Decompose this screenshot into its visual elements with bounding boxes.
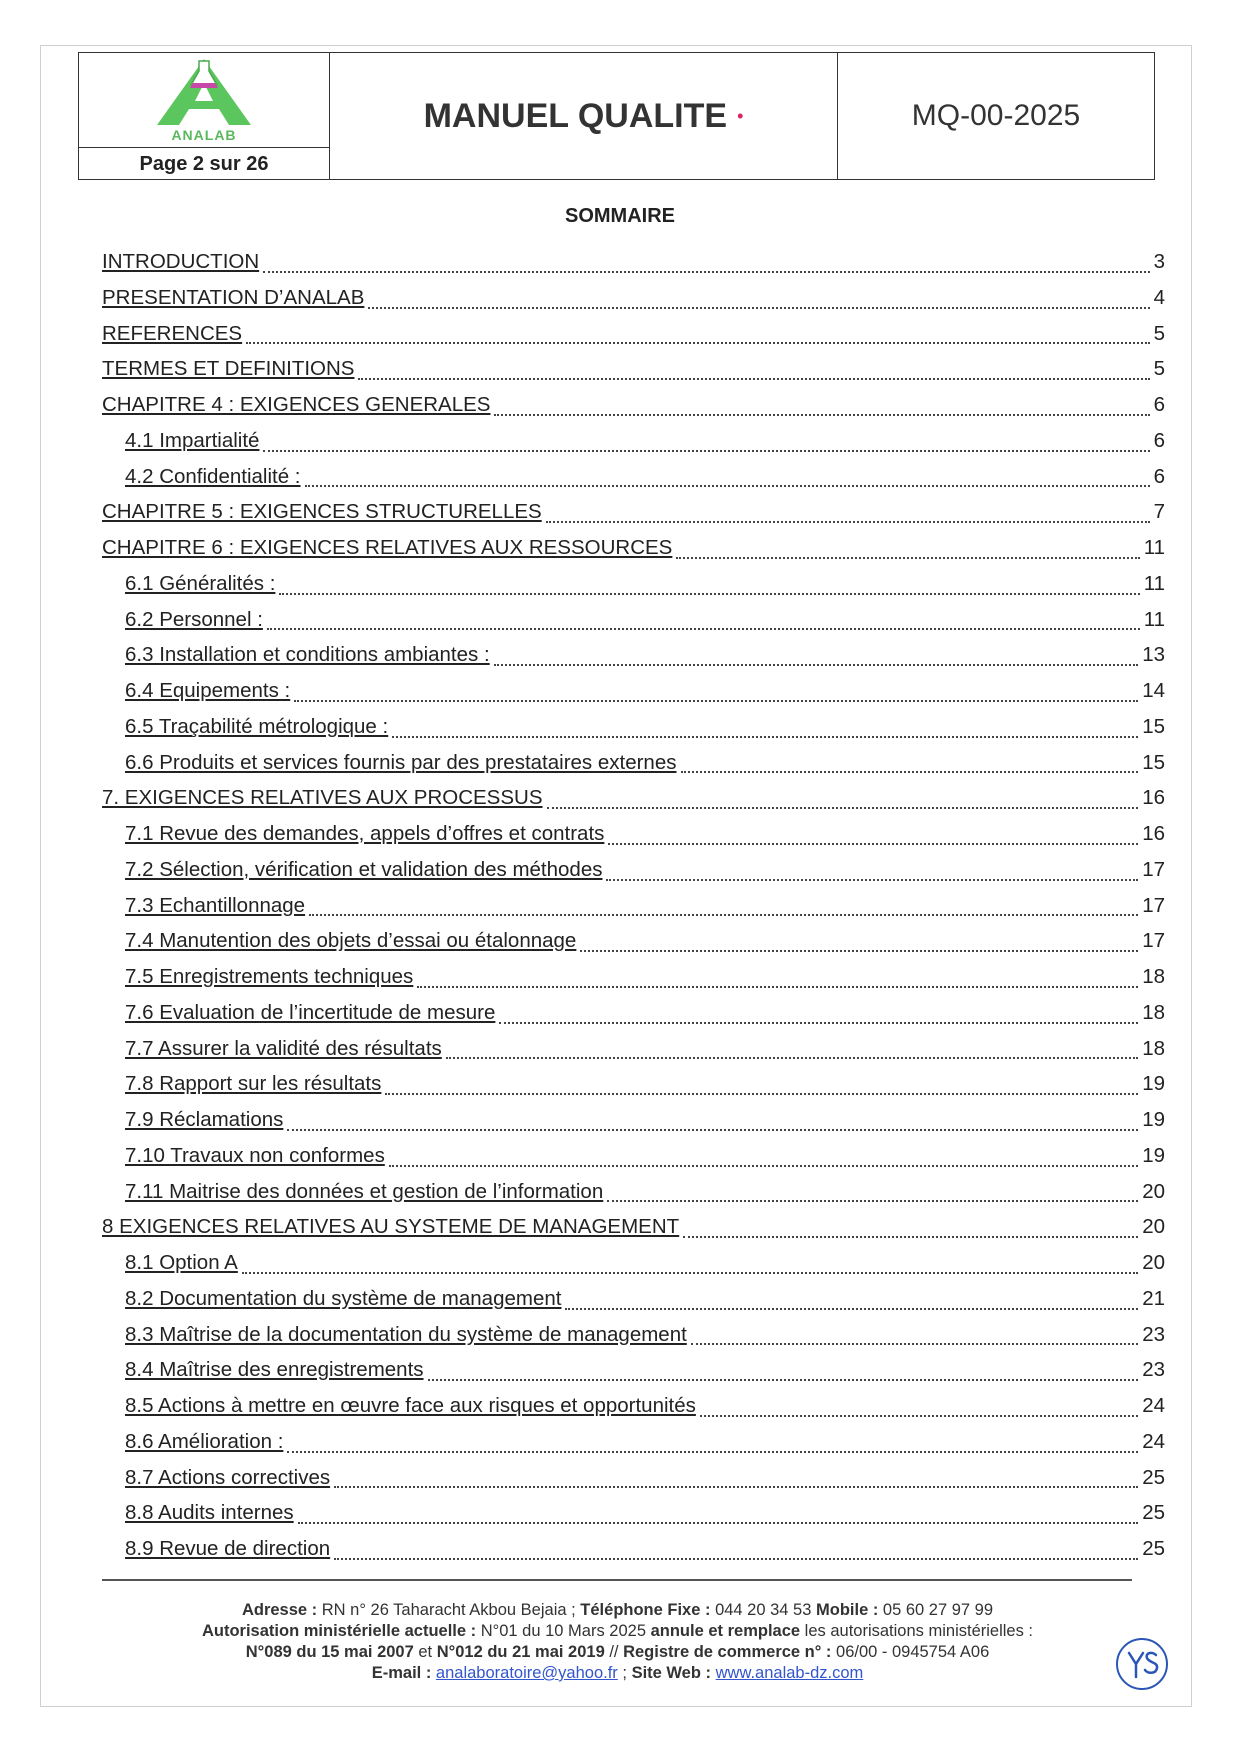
toc-dot-leader <box>494 663 1139 666</box>
toc-entry-page: 17 <box>1142 857 1165 881</box>
toc-entry-label[interactable]: 8.5 Actions à mettre en œuvre face aux risques et opportunités <box>125 1394 696 1417</box>
toc-entry[interactable] <box>102 1495 1165 1531</box>
toc-entry-page: 15 <box>1142 750 1165 774</box>
website-link[interactable]: www.analab-dz.com <box>715 1664 864 1682</box>
toc-entry-page: 15 <box>1142 714 1165 738</box>
footer-line-2 <box>120 1621 1115 1642</box>
toc-entry-page: 25 <box>1142 1501 1165 1525</box>
toc-entry[interactable] <box>102 244 1165 280</box>
table-of-contents <box>102 244 1165 1567</box>
toc-dot-leader <box>446 1056 1138 1059</box>
toc-dot-leader <box>547 806 1139 809</box>
toc-dot-leader <box>309 913 1138 916</box>
toc-entry[interactable] <box>102 494 1165 530</box>
toc-entry[interactable] <box>102 351 1165 387</box>
toc-entry-page: 7 <box>1153 500 1165 524</box>
toc-entry-label[interactable]: 8.7 Actions correctives <box>125 1465 331 1489</box>
toc-entry-page: 18 <box>1142 1000 1165 1024</box>
toc-entry-page: 4 <box>1153 285 1165 309</box>
toc-entry-page: 19 <box>1142 1143 1165 1167</box>
toc-entry-label[interactable]: CHAPITRE 5 : EXIGENCES STRUCTURELLES <box>102 500 542 524</box>
footer <box>120 1600 1115 1684</box>
toc-entry-page: 20 <box>1142 1251 1165 1274</box>
toc-entry-label[interactable]: TERMES ET DEFINITIONS <box>102 357 355 381</box>
toc-entry-label[interactable]: 7. EXIGENCES RELATIVES AUX PROCESSUS <box>102 786 543 810</box>
toc-dot-leader <box>279 592 1139 595</box>
toc-entry-label[interactable]: CHAPITRE 4 : EXIGENCES GENERALES <box>102 393 491 416</box>
analab-logo <box>79 53 329 147</box>
toc-entry-label[interactable]: 8.3 Maîtrise de la documentation du système de management <box>125 1322 687 1346</box>
toc-dot-leader <box>683 1235 1138 1238</box>
email-label: E-mail : <box>371 1664 432 1682</box>
toc-entry-label[interactable]: 8.2 Documentation du système de management <box>125 1286 562 1310</box>
toc-entry[interactable] <box>102 709 1165 745</box>
authorization-number-1: N°089 du 15 mai 2007 <box>245 1643 414 1661</box>
toc-entry[interactable] <box>102 673 1165 709</box>
logo-cell <box>79 53 330 179</box>
phone-label: Téléphone Fixe : <box>580 1601 711 1619</box>
toc-dot-leader <box>392 735 1138 738</box>
toc-entry-page: 17 <box>1142 893 1165 917</box>
toc-entry[interactable] <box>102 387 1165 423</box>
toc-entry-page: 25 <box>1142 1537 1165 1560</box>
toc-entry-label[interactable]: 7.5 Enregistrements techniques <box>125 965 414 988</box>
toc-entry-label[interactable]: 6.1 Généralités : <box>125 571 276 595</box>
document-title: MANUEL QUALITE <box>423 96 728 135</box>
mobile-label: Mobile : <box>816 1601 879 1619</box>
toc-entry-page: 5 <box>1153 321 1165 345</box>
toc-dot-leader <box>246 341 1149 344</box>
toc-dot-leader <box>267 627 1140 630</box>
toc-entry-page: 25 <box>1142 1465 1165 1489</box>
title-cell <box>330 53 838 179</box>
toc-entry[interactable] <box>102 1352 1165 1388</box>
site-separator: ; <box>617 1664 632 1682</box>
toc-entry[interactable] <box>102 852 1165 888</box>
toc-dot-leader <box>691 1342 1138 1345</box>
toc-entry-label[interactable]: 7.11 Maitrise des données et gestion de l’information <box>125 1179 604 1203</box>
toc-entry[interactable] <box>102 1066 1165 1102</box>
toc-dot-leader <box>263 449 1149 452</box>
toc-entry[interactable] <box>102 1138 1165 1174</box>
toc-dot-leader <box>608 842 1138 845</box>
toc-dot-leader <box>428 1378 1139 1381</box>
toc-dot-leader <box>263 270 1149 273</box>
toc-dot-leader <box>607 1199 1138 1202</box>
toc-entry[interactable] <box>102 888 1165 924</box>
address-value: RN n° 26 Taharacht Akbou Bejaia ; <box>317 1601 581 1619</box>
toc-entry-label[interactable]: 7.6 Evaluation de l’incertitude de mesure <box>125 1000 496 1024</box>
toc-entry-page: 6 <box>1153 464 1165 488</box>
toc-entry-page: 19 <box>1142 1072 1165 1096</box>
toc-entry-label[interactable]: 8.1 Option A <box>125 1251 238 1274</box>
toc-entry-label[interactable]: 7.2 Sélection, vérification et validation des méthodes <box>125 857 603 881</box>
toc-entry-page: 18 <box>1142 965 1165 988</box>
authorization-replace: annule et remplace <box>650 1622 801 1640</box>
toc-entry-page: 14 <box>1142 679 1165 702</box>
authorization-and: et <box>413 1643 437 1661</box>
toc-entry-page: 6 <box>1153 428 1165 452</box>
toc-entry-label[interactable]: 8.8 Audits internes <box>125 1501 294 1525</box>
toc-entry[interactable] <box>102 1209 1165 1245</box>
toc-entry-page: 5 <box>1153 357 1165 381</box>
toc-entry-label[interactable]: 8.9 Revue de direction <box>125 1537 331 1560</box>
registry-label: Registre de commerce n° : <box>623 1643 832 1661</box>
toc-entry-label[interactable]: 7.3 Echantillonnage <box>125 893 306 917</box>
toc-dot-leader <box>334 1485 1138 1488</box>
toc-entry-label[interactable]: 4.1 Impartialité <box>125 428 260 452</box>
toc-entry-label[interactable]: 8.4 Maîtrise des enregistrements <box>125 1358 424 1382</box>
registry-value: 06/00 - 0945754 A06 <box>831 1643 990 1661</box>
toc-entry-label[interactable]: 8.6 Amélioration : <box>125 1429 284 1453</box>
toc-entry[interactable] <box>102 1174 1165 1210</box>
toc-entry-label[interactable]: 6.2 Personnel : <box>125 607 263 631</box>
toc-dot-leader <box>368 306 1149 309</box>
toc-entry[interactable] <box>102 316 1165 352</box>
toc-dot-leader <box>298 1521 1139 1524</box>
toc-dot-leader <box>287 1450 1138 1453</box>
email-link[interactable]: analaboratoire@yahoo.fr <box>435 1664 618 1682</box>
toc-entry[interactable] <box>102 1031 1165 1067</box>
toc-dot-leader <box>700 1414 1138 1417</box>
toc-dot-leader <box>389 1164 1138 1167</box>
phone-value: 044 20 34 53 <box>710 1601 816 1619</box>
website-label: Site Web : <box>631 1664 712 1682</box>
toc-dot-leader <box>242 1271 1138 1274</box>
toc-entry-page: 3 <box>1153 250 1165 273</box>
toc-entry-label[interactable]: CHAPITRE 6 : EXIGENCES RELATIVES AUX RESSOURCES <box>102 536 673 559</box>
toc-entry-label[interactable]: REFERENCES <box>102 321 243 345</box>
toc-entry[interactable] <box>102 1245 1165 1281</box>
authorization-separator: // <box>604 1643 624 1661</box>
toc-entry-page: 11 <box>1143 607 1165 631</box>
toc-entry[interactable] <box>102 423 1165 459</box>
toc-dot-leader <box>565 1307 1138 1310</box>
toc-entry-page: 24 <box>1142 1429 1165 1453</box>
toc-entry-page: 16 <box>1142 822 1165 845</box>
toc-entry[interactable] <box>102 780 1165 816</box>
toc-entry-page: 13 <box>1142 643 1165 667</box>
toc-entry[interactable] <box>102 637 1165 673</box>
toc-entry[interactable] <box>102 959 1165 995</box>
toc-dot-leader <box>334 1557 1138 1560</box>
toc-dot-leader <box>546 520 1150 523</box>
toc-entry-page: 23 <box>1142 1322 1165 1346</box>
toc-dot-leader <box>417 985 1138 988</box>
toc-entry-label[interactable]: 6.5 Traçabilité métrologique : <box>125 714 389 738</box>
toc-entry-page: 20 <box>1142 1215 1165 1239</box>
toc-entry-label[interactable]: 7.1 Revue des demandes, appels d’offres et contrats <box>125 822 605 845</box>
authorization-number-2: N°012 du 21 mai 2019 <box>436 1643 605 1661</box>
document-code: MQ-00-2025 <box>911 99 1081 132</box>
initials-stamp-icon <box>1113 1635 1171 1693</box>
toc-entry[interactable] <box>102 1388 1165 1424</box>
toc-entry[interactable] <box>102 566 1165 602</box>
toc-dot-leader <box>385 1092 1138 1095</box>
toc-entry-page: 23 <box>1142 1358 1165 1382</box>
footer-line-4 <box>120 1663 1115 1684</box>
toc-dot-leader <box>580 949 1138 952</box>
toc-entry-page: 17 <box>1142 929 1165 953</box>
code-cell <box>838 53 1154 179</box>
logo-text: ANALAB <box>171 127 237 143</box>
toc-entry[interactable] <box>102 459 1165 495</box>
toc-dot-leader <box>494 413 1149 416</box>
footer-divider <box>102 1579 1132 1581</box>
toc-dot-leader <box>676 556 1139 559</box>
toc-entry[interactable] <box>102 1531 1165 1567</box>
authorization-value: N°01 du 10 Mars 2025 <box>476 1622 651 1640</box>
toc-entry-label[interactable]: 7.4 Manutention des objets d’essai ou étalonnage <box>125 929 577 953</box>
authorization-tail: les autorisations ministérielles : <box>800 1622 1034 1640</box>
toc-entry[interactable] <box>102 1460 1165 1496</box>
toc-entry-page: 11 <box>1143 536 1165 559</box>
toc-entry-page: 16 <box>1142 786 1165 810</box>
toc-entry-page: 18 <box>1142 1036 1165 1060</box>
toc-entry[interactable] <box>102 602 1165 638</box>
toc-entry-label[interactable]: 6.3 Installation et conditions ambiantes : <box>125 643 490 667</box>
toc-entry[interactable] <box>102 1281 1165 1317</box>
toc-entry-page: 21 <box>1142 1286 1165 1310</box>
toc-entry[interactable] <box>102 745 1165 781</box>
toc-entry-label[interactable]: 6.6 Produits et services fournis par des prestataires externes <box>125 750 677 774</box>
toc-entry-label[interactable]: PRESENTATION D’ANALAB <box>102 285 365 309</box>
toc-entry-page: 20 <box>1142 1179 1165 1203</box>
toc-entry-label[interactable]: 7.10 Travaux non conformes <box>125 1143 385 1167</box>
toc-entry-page: 6 <box>1153 393 1165 416</box>
toc-entry-page: 19 <box>1142 1108 1165 1131</box>
toc-entry-label[interactable]: 7.7 Assurer la validité des résultats <box>125 1036 442 1060</box>
footer-line-1 <box>120 1600 1115 1621</box>
toc-entry[interactable] <box>102 1424 1165 1460</box>
toc-entry-label[interactable]: INTRODUCTION <box>102 250 260 273</box>
toc-entry[interactable] <box>102 1317 1165 1353</box>
toc-dot-leader <box>294 699 1138 702</box>
address-label: Adresse : <box>241 1601 318 1619</box>
page-number: Page 2 sur 26 <box>79 147 329 180</box>
toc-entry[interactable] <box>102 280 1165 316</box>
toc-entry-label[interactable]: 4.2 Confidentialité : <box>125 464 301 488</box>
toc-dot-leader <box>358 377 1149 380</box>
toc-dot-leader <box>606 878 1138 881</box>
toc-entry-page: 24 <box>1142 1394 1165 1417</box>
toc-dot-leader <box>287 1128 1138 1131</box>
toc-entry[interactable] <box>102 530 1165 566</box>
toc-dot-leader <box>681 770 1139 773</box>
authorization-label: Autorisation ministérielle actuelle : <box>201 1622 477 1640</box>
toc-heading: SOMMAIRE <box>565 205 675 227</box>
toc-entry[interactable] <box>102 1102 1165 1138</box>
toc-entry-label[interactable]: 8 EXIGENCES RELATIVES AU SYSTEME DE MANAGEMENT <box>102 1215 680 1239</box>
document-header <box>78 52 1155 180</box>
toc-entry[interactable] <box>102 995 1165 1031</box>
toc-entry-label[interactable]: 6.4 Equipements : <box>125 679 291 702</box>
toc-entry-page: 11 <box>1143 571 1165 595</box>
toc-entry[interactable] <box>102 816 1165 852</box>
toc-dot-leader <box>499 1021 1138 1024</box>
footer-line-3 <box>120 1642 1115 1663</box>
toc-entry[interactable] <box>102 923 1165 959</box>
toc-entry-label[interactable]: 7.9 Réclamations <box>125 1108 284 1131</box>
mobile-value: 05 60 27 97 99 <box>878 1601 994 1619</box>
toc-entry-label[interactable]: 7.8 Rapport sur les résultats <box>125 1072 382 1096</box>
toc-dot-leader <box>305 484 1150 487</box>
bullet-mark-icon: • <box>737 105 744 126</box>
